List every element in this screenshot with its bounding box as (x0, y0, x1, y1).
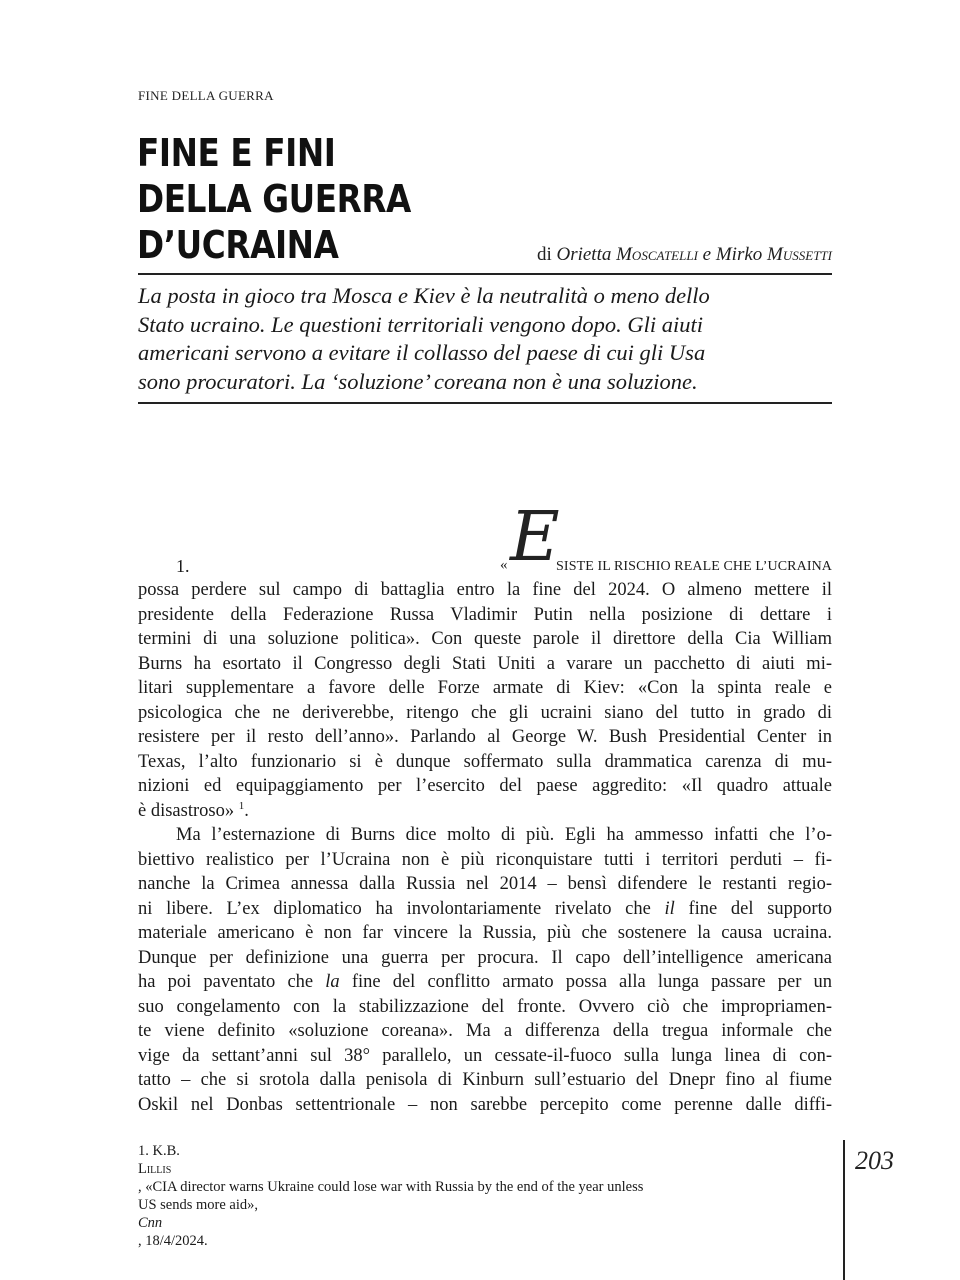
byline-di: di (536, 244, 552, 265)
footnote-text: , «CIA director warns Ukraine could lose war with Russia by the end of the year unless (138, 1179, 644, 1195)
drop-cap: E (510, 498, 560, 577)
text-line: possa perdere sul campo di battaglia entro la fine del 2024. O almeno mettere il (138, 580, 832, 600)
opening-smallcaps: SISTE IL RISCHIO REALE CHE L’UCRAINA (556, 559, 832, 574)
text-line: suo congelamento con la stabilizzazione del fronte. Ovvero ciò che impropriamen- (138, 996, 832, 1017)
text-fragment: è disastroso» (138, 800, 235, 821)
footnote-number: 1. K.B. (138, 1143, 180, 1159)
opening-quote: « (500, 557, 508, 573)
text-line: termini di una soluzione politica». Con queste parole il direttore della Cia William (138, 629, 832, 649)
text-fragment: ni libere. L’ex diplomatico ha involontariamente rivelato che (138, 898, 665, 919)
text-line: psicologica che ne deriverebbe, ritengo che gli ucraini siano del tutto in grado di (138, 702, 832, 723)
author1-last: Moscatelli (616, 244, 698, 265)
footnote-line (138, 1196, 828, 1250)
body-text (138, 578, 832, 1117)
title-line-2: DELLA GUERRA (137, 177, 411, 221)
text-line: nanche la Crimea annessa dalla Russia nel 2014 – bensì difendere le restanti regio- (138, 874, 832, 894)
emphasis: la (325, 972, 340, 992)
text-fragment: fine del supporto (674, 898, 832, 919)
text-line: Oskil nel Donbas settentrionale – non sarebbe percepito come perenne dalle diffi- (138, 1094, 832, 1115)
author2-last: Mussetti (767, 244, 832, 265)
article-title (137, 130, 411, 268)
emphasis: il (664, 898, 675, 919)
abstract-top-rule (138, 273, 832, 275)
text-line (138, 970, 832, 995)
running-head: FINE DELLA GUERRA (138, 88, 274, 103)
section-number: 1. (176, 556, 190, 576)
abstract-line: La posta in gioco tra Mosca e Kiev è la neutralità o meno dello (138, 283, 710, 308)
byline (537, 244, 832, 266)
text-line: Ma l’esternazione di Burns dice molto di più. Egli ha ammesso infatti che l’o- (176, 825, 832, 845)
text-line: Burns ha esortato il Congresso degli Stati Uniti a varare un pacchetto di aiuti mi- (138, 653, 832, 674)
text-line: tatto – che si srotola dalla penisola di Kinburn sull’estuario del Dnepr fino al fiume (138, 1070, 832, 1090)
byline-conj: e (702, 244, 712, 265)
text-line: materiale americano è non far vincere la Russia, più che sostenere la causa ucraina. (138, 923, 832, 943)
footnote-line (138, 1142, 828, 1196)
footnote-text: US sends more aid», (138, 1197, 259, 1213)
footnote-source: Cnn (138, 1215, 163, 1231)
paragraph-1 (138, 578, 832, 823)
text-line (138, 897, 832, 922)
text-line: vige da settant’anni sul 38° parallelo, un cessate-il-fuoco sulla lunga linea di con- (138, 1045, 832, 1066)
abstract-line: sono procuratori. La ‘soluzione’ coreana non è una soluzione. (138, 368, 698, 394)
text-fragment: ha poi paventato che (138, 972, 326, 992)
title-line-3: D’UCRAINA (137, 223, 339, 267)
abstract (138, 282, 832, 396)
text-line: biettivo realistico per l’Ucraina non è più riconquistare tutti i territori perduti – fi- (138, 849, 832, 870)
text-line: presidente della Federazione Russa Vladimir Putin nella posizione di dettare i (138, 604, 832, 625)
abstract-bottom-rule (138, 402, 832, 404)
footnote-text: , 18/4/2024. (138, 1233, 208, 1249)
author1-first: Orietta (556, 244, 612, 265)
text-line: te viene definito «soluzione coreana». Ma a differenza della tregua informale che (138, 1021, 832, 1041)
page-number: 203 (855, 1146, 894, 1175)
page-number-rule (843, 1140, 845, 1280)
author2-first: Mirko (715, 244, 763, 265)
abstract-line: Stato ucraino. Le questioni territoriali vengono dopo. Gli aiuti (138, 311, 703, 337)
title-line-1: FINE E FINI (137, 131, 336, 175)
text-line: Dunque per definizione una guerra per procura. Il capo dell’intelligence americana (138, 947, 832, 968)
text-line: Texas, l’alto funzionario si è dunque soffermato sulla drammatica carenza di mu- (138, 751, 832, 772)
paragraph-2 (138, 823, 832, 1117)
footnote-reference[interactable]: 1 (238, 799, 245, 812)
text-line: resistere per il resto dell’anno». Parlando al George W. Bush Presidential Center in (138, 727, 832, 747)
text-line: è disastroso» $^1$. (138, 799, 249, 821)
text-line: nizioni ed equipaggiamento per l’esercito del paese aggredito: «Il quadro attuale (138, 776, 832, 796)
footnote-author: Lillis (138, 1161, 172, 1177)
text-fragment: fine del conflitto armato possa alla lunga passare per un (339, 972, 832, 992)
text-line: litari supplementare a favore delle Forze armate di Kiev: «Con la spinta reale e (138, 678, 832, 698)
footnote (138, 1142, 828, 1250)
abstract-line: americani servono a evitare il collasso del paese di cui gli Usa (138, 340, 706, 365)
